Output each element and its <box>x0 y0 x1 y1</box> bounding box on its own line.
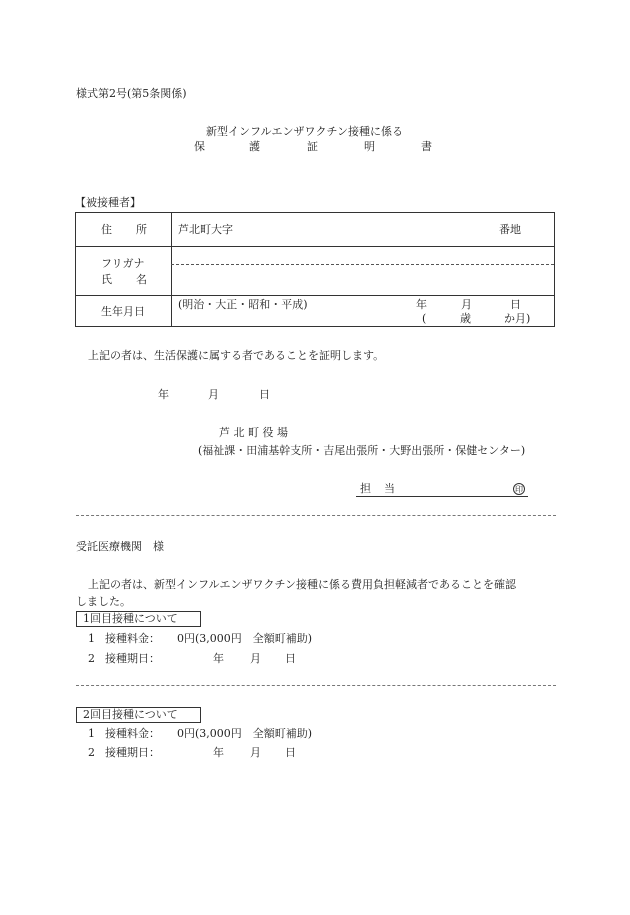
fee-value: 0円(3,000円 全額町補助) <box>177 632 313 645</box>
date-label: 接種期日： <box>105 746 160 759</box>
document-title-line1: 新型インフルエンザワクチン接種に係る <box>206 125 404 138</box>
cert-month-unit: 月 <box>208 388 219 401</box>
age-years-unit: 歳 <box>460 312 471 325</box>
fee-label: 接種料金： <box>105 727 160 740</box>
title-char: 保 <box>194 140 205 153</box>
date-year-unit: 年 <box>213 652 224 665</box>
birth-day-unit: 日 <box>510 298 521 311</box>
title-char: 護 <box>249 140 260 153</box>
date-item-number: 2 <box>88 746 95 759</box>
seal-mark: 印 <box>515 485 523 494</box>
registrant-table <box>75 212 555 327</box>
title-char: 書 <box>421 140 432 153</box>
fee-label: 接種料金： <box>105 632 160 645</box>
table-row-divider <box>76 295 554 296</box>
name-label-char: 名 <box>136 273 147 286</box>
date-year-unit: 年 <box>213 746 224 759</box>
fee-value: 0円(3,000円 全額町補助) <box>177 727 313 740</box>
furigana-divider <box>171 264 554 265</box>
cert-year-unit: 年 <box>158 388 169 401</box>
cut-line <box>76 515 556 516</box>
title-char: 明 <box>364 140 375 153</box>
era-options[interactable]: (明治・大正・昭和・平成) <box>178 298 308 311</box>
date-month-unit: 月 <box>250 746 261 759</box>
officer-signature-line[interactable] <box>356 482 528 497</box>
furigana-label: フリガナ <box>101 257 145 270</box>
name-label-char: 氏 <box>101 273 112 286</box>
name-field[interactable] <box>172 266 554 294</box>
officer-label-char: 担 <box>360 482 371 495</box>
age-open-paren: ( <box>422 312 427 325</box>
birth-month-unit: 月 <box>461 298 472 311</box>
date-day-unit: 日 <box>285 746 296 759</box>
furigana-field[interactable] <box>172 247 554 263</box>
issuer-name: 芦 北 町 役 場 <box>219 426 288 439</box>
date-day-unit: 日 <box>285 652 296 665</box>
first-vaccination-label: 1回目接種について <box>76 611 201 627</box>
confirmation-line2: しました。 <box>76 595 131 608</box>
date-label: 接種期日： <box>105 652 160 665</box>
date-item-number: 2 <box>88 652 95 665</box>
form-number: 様式第2号(第5条関係) <box>76 87 187 100</box>
title-char: 証 <box>307 140 318 153</box>
birth-label: 生年月日 <box>101 305 145 318</box>
fee-item-number: 1 <box>88 632 95 645</box>
registrant-heading: 【被接種者】 <box>75 196 141 209</box>
second-vaccination-label: 2回目接種について <box>76 707 201 723</box>
issuer-departments: (福祉課・田浦基幹支所・吉尾出張所・大野出張所・保健センター) <box>198 444 526 457</box>
cut-line <box>76 685 556 686</box>
cert-day-unit: 日 <box>259 388 270 401</box>
address-suffix: 番地 <box>499 223 521 236</box>
birth-year-unit: 年 <box>416 298 427 311</box>
officer-label-char: 当 <box>384 482 395 495</box>
fee-item-number: 1 <box>88 727 95 740</box>
address-value[interactable]: 芦北町大字 <box>178 223 233 236</box>
certification-statement: 上記の者は、生活保護に属する者であることを証明します。 <box>88 349 385 362</box>
address-label-char: 所 <box>136 223 147 236</box>
date-month-unit: 月 <box>250 652 261 665</box>
confirmation-line1: 上記の者は、新型インフルエンザワクチン接種に係る費用負担軽減者であることを確認 <box>88 578 517 591</box>
address-label-char: 住 <box>101 223 112 236</box>
age-months-unit: か月) <box>504 312 531 325</box>
addressee: 受託医療機関 様 <box>76 540 164 553</box>
